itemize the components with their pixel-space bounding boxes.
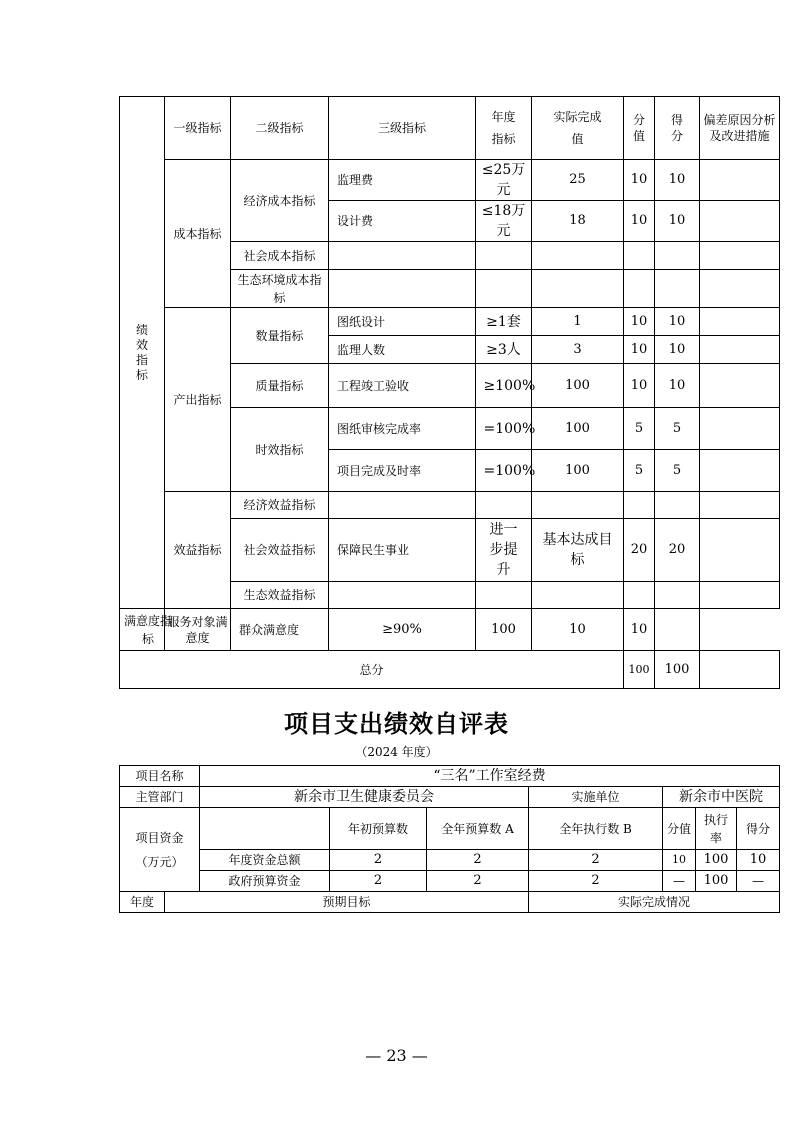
score-cell: 10 [624,160,655,201]
deviation-cell [700,519,780,582]
l2-eco-benefit: 生态效益指标 [231,582,329,609]
got-cell: 10 [655,336,700,364]
target-cell: ≥1套 [476,308,532,336]
actual-cell: 100 [476,609,532,651]
l2-economic-cost: 经济成本指标 [231,160,329,242]
funds-label: 项目资金（万元） [120,808,200,892]
deviation-cell [700,308,780,336]
deviation-cell [655,609,700,651]
target-cell: ≤18万元 [476,201,532,242]
col-got: 得分 [737,808,780,850]
got-cell: 10 [737,850,780,871]
l3-supervisor-count: 监理人数 [329,336,476,364]
deviation-cell [700,201,780,242]
l3-supervision-fee: 监理费 [329,160,476,201]
self-evaluation-table [119,765,780,913]
header-level3: 三级指标 [329,97,476,160]
target-cell: ≥100% [476,364,532,408]
score-cell: 10 [624,201,655,242]
indicator-group-label: 绩效指标 [120,97,165,609]
l2-timeliness: 时效指标 [231,408,329,492]
page-number: — 23 — [365,1046,428,1065]
total-score: 100 [624,651,655,689]
group-benefit: 效益指标 [165,492,231,609]
target-cell: ≥3人 [476,336,532,364]
target-cell: ≥90% [329,609,476,651]
actual-label: 实际完成情况 [529,892,780,913]
exec-cell: 2 [529,850,663,871]
exec-cell: 2 [529,871,663,892]
got-cell: 5 [655,450,700,492]
full-cell: 2 [427,871,529,892]
target-cell: ≤25万元 [476,160,532,201]
header-score: 分值 [624,97,655,160]
actual-cell: 18 [532,201,624,242]
impl-value: 新余市中医院 [663,787,780,808]
expected-label: 预期目标 [165,892,529,913]
page-subtitle: （2024 年度） [355,745,438,759]
got-cell: 10 [655,364,700,408]
got-cell: 10 [655,201,700,242]
got-cell: 20 [655,519,700,582]
actual-cell: 基本达成目标 [532,519,624,582]
header-level2: 二级指标 [231,97,329,160]
l3-public-satisfaction: 群众满意度 [231,609,329,651]
dept-label: 主管部门 [120,787,200,808]
l2-social-cost: 社会成本指标 [231,242,329,270]
l3-livelihood: 保障民生事业 [329,519,476,582]
total-label: 总分 [120,651,624,689]
l3-review-rate: 图纸审核完成率 [329,408,476,450]
col-rate: 执行率 [696,808,737,850]
score-cell: — [663,871,696,892]
score-cell: 10 [624,308,655,336]
l2-quality: 质量指标 [231,364,329,408]
group-satisfaction: 满意度指标 [120,609,165,651]
got-cell: 10 [624,609,655,651]
l2-quantity: 数量指标 [231,308,329,364]
got-cell: 10 [655,308,700,336]
group-output: 产出指标 [165,308,231,492]
l3-ontime-rate: 项目完成及时率 [329,450,476,492]
header-got: 得分 [655,97,700,160]
l2-eco-env-cost: 生态环境成本指标 [231,270,329,308]
score-cell: 5 [624,450,655,492]
project-name: “三名”工作室经费 [200,766,780,787]
deviation-cell [700,364,780,408]
l2-service-satisfaction: 服务对象满意度 [165,609,231,651]
header-actual: 实际完成值 [532,97,624,160]
actual-cell: 25 [532,160,624,201]
got-cell: — [737,871,780,892]
header-deviation: 偏差原因分析及改进措施 [700,97,780,160]
actual-cell: 100 [532,364,624,408]
target-cell: 进一步提升 [476,519,532,582]
deviation-cell [700,408,780,450]
header-level1: 一级指标 [165,97,231,160]
page-title: 项目支出绩效自评表 [284,710,509,738]
score-cell: 10 [663,850,696,871]
full-cell: 2 [427,850,529,871]
target-cell: =100% [476,408,532,450]
performance-indicator-table [119,96,780,689]
rate-cell: 100 [696,871,737,892]
l2-economic-benefit: 经济效益指标 [231,492,329,519]
l3-drawing-design: 图纸设计 [329,308,476,336]
score-cell: 5 [624,408,655,450]
dept-value: 新余市卫生健康委员会 [200,787,529,808]
actual-cell: 100 [532,408,624,450]
rate-cell: 100 [696,850,737,871]
score-cell: 10 [624,364,655,408]
total-got: 100 [655,651,700,689]
initial-cell: 2 [330,850,427,871]
got-cell: 10 [655,160,700,201]
score-cell: 20 [624,519,655,582]
actual-cell: 1 [532,308,624,336]
score-cell: 10 [532,609,624,651]
deviation-cell [700,160,780,201]
l3-design-fee: 设计费 [329,201,476,242]
row-label: 政府预算资金 [200,871,330,892]
initial-cell: 2 [330,871,427,892]
row-label: 年度资金总额 [200,850,330,871]
header-target: 年度指标 [476,97,532,160]
actual-cell: 100 [532,450,624,492]
actual-cell: 3 [532,336,624,364]
deviation-cell [700,336,780,364]
project-name-label: 项目名称 [120,766,200,787]
got-cell: 5 [655,408,700,450]
l3-acceptance: 工程竣工验收 [329,364,476,408]
col-full-budget: 全年预算数 A [427,808,529,850]
col-execution: 全年执行数 B [529,808,663,850]
year-label: 年度 [120,892,165,913]
deviation-cell [700,450,780,492]
target-cell: =100% [476,450,532,492]
score-cell: 10 [624,336,655,364]
l2-social-benefit: 社会效益指标 [231,519,329,582]
col-initial-budget: 年初预算数 [330,808,427,850]
group-cost: 成本指标 [165,160,231,308]
impl-label: 实施单位 [529,787,663,808]
col-score: 分值 [663,808,696,850]
